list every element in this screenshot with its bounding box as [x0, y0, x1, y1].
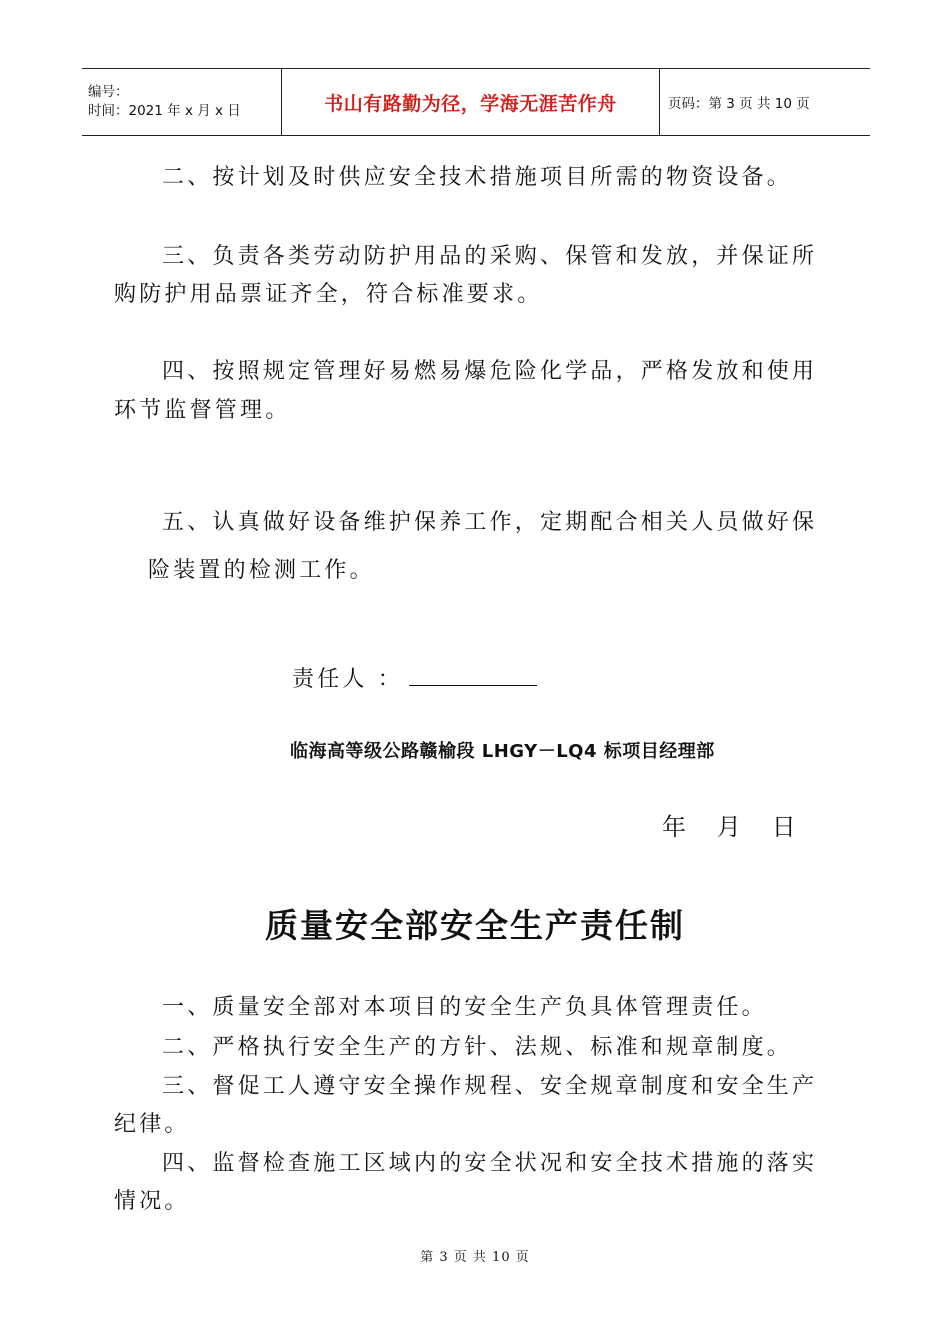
signature-blank-line	[409, 663, 537, 686]
header-page-code	[660, 69, 870, 135]
responsible-person-label: 责任人 ：	[292, 667, 403, 692]
signature-row	[292, 662, 537, 693]
page-code-text: 页码：第 3 页 共 10 页	[668, 96, 810, 112]
section1-item5-line2: 险装置的检测工作。	[148, 558, 375, 583]
section2-item4-line2: 情况。	[114, 1189, 190, 1214]
section2-title: 质量安全部安全生产责任制	[265, 906, 685, 945]
section1-item3-line1: 三、负责各类劳动防护用品的采购、保管和发放，并保证所	[162, 244, 818, 269]
section2-item4-line1: 四、监督检查施工区域内的安全状况和安全技术措施的落实	[162, 1151, 818, 1176]
section1-item5-line1: 五、认真做好设备维护保养工作，定期配合相关人员做好保	[162, 510, 818, 535]
department-name: 临海高等级公路赣榆段 LHGY－LQ4 标项目经理部	[290, 741, 715, 762]
section2-item1: 一、质量安全部对本项目的安全生产负具体管理责任。	[162, 995, 767, 1020]
document-number-label: 编号：	[88, 84, 129, 100]
document-time: 时间：2021 年 x 月 x 日	[88, 103, 241, 119]
section2-item3-line1: 三、督促工人遵守安全操作规程、安全规章制度和安全生产	[162, 1074, 818, 1099]
section1-item4-line1: 四、按照规定管理好易燃易爆危险化学品，严格发放和使用	[162, 359, 818, 384]
header-motto: 书山有路勤为径，学海无涯苦作舟	[324, 92, 617, 115]
section2-item2: 二、严格执行安全生产的方针、法规、标准和规章制度。	[162, 1035, 793, 1060]
section1-item2: 二、按计划及时供应安全技术措施项目所需的物资设备。	[162, 165, 793, 190]
page-footer: 第 3 页 共 10 页	[420, 1250, 530, 1265]
section2-item3-line2: 纪律。	[114, 1112, 190, 1137]
page-header	[82, 68, 870, 136]
section1-item4-line2: 环节监督管理。	[114, 398, 291, 423]
header-motto-cell	[282, 69, 660, 135]
section1-item3-line2: 购防护用品票证齐全，符合标准要求。	[114, 282, 543, 307]
header-meta	[82, 69, 282, 135]
signature-date: 年 月 日	[662, 813, 798, 841]
